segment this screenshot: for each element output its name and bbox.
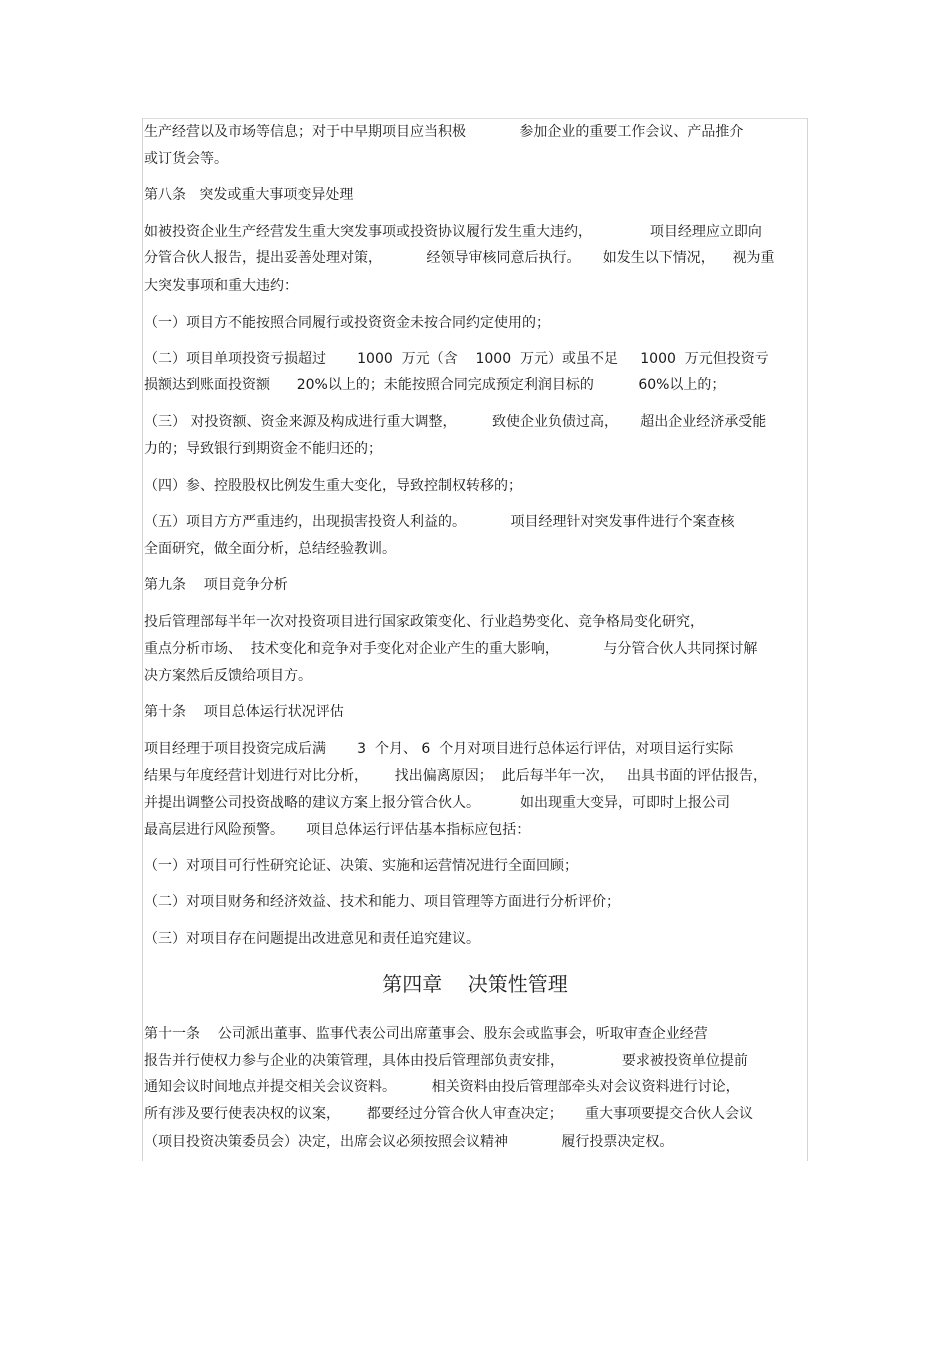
list-item: （四）参、控股股权比例发生重大变化，导致控制权转移的； [144,478,522,494]
list-item: （五）项目方方严重违约，出现损害投资人利益的。 项目经理针对突发事件进行个案查核 [144,514,735,530]
paragraph-line: 决方案然后反馈给项目方。 [144,668,312,684]
paragraph-line: 所有涉及要行使表决权的议案， 都要经过分管合伙人审查决定； 重大事项要提交合伙人会议 [144,1106,753,1122]
list-item: （二）对项目财务和经济效益、技术和能力、项目管理等方面进行分析评价； [144,894,620,910]
list-item: 损额达到账面投资额 20%以上的；未能按照合同完成预定利润目标的 60%以上的； [144,377,726,393]
paragraph-line: 项目经理于项目投资完成后满 3 个月、 6 个月对项目进行总体运行评估，对项目运行实际 [144,741,734,757]
list-item: （三）对项目存在问题提出改进意见和责任追究建议。 [144,931,480,947]
paragraph-line: 生产经营以及市场等信息；对于中早期项目应当积极 参加企业的重要工作会议、产品推介 [144,124,744,140]
list-item: （三） 对投资额、资金来源及构成进行重大调整， 致使企业负债过高， 超出企业经济承受能 [144,414,767,430]
list-item: （一）对项目可行性研究论证、决策、实施和运营情况进行全面回顾； [144,858,578,874]
paragraph-line: 结果与年度经营计划进行对比分析， 找出偏离原因； 此后每半年一次， 出具书面的评估报告， [144,768,767,784]
list-item: 力的；导致银行到期资金不能归还的； [144,441,382,457]
article-heading: 第九条 项目竞争分析 [144,577,288,593]
list-item: 全面研究，做全面分析，总结经验教训。 [144,541,396,557]
chapter-heading: 第四章 决策性管理 [382,972,568,996]
paragraph-line: （项目投资决策委员会）决定，出席会议必须按照会议精神 履行投票决定权。 [144,1134,674,1150]
list-item: （二）项目单项投资亏损超过 1000 万元（含 1000 万元）或虽不足 1000 万元但投资亏 [144,351,769,367]
paragraph-line: 或订货会等。 [144,151,228,167]
paragraph-line: 投后管理部每半年一次对投资项目进行国家政策变化、行业趋势变化、竞争格局变化研究， [144,614,704,630]
paragraph-line: 最高层进行风险预警。 项目总体运行评估基本指标应包括： [144,822,531,838]
paragraph-line: 重点分析市场、 技术变化和竞争对手变化对企业产生的重大影响， 与分管合伙人共同探讨解 [144,641,758,657]
list-item: （一）项目方不能按照合同履行或投资资金未按合同约定使用的； [144,315,550,331]
article-heading: 第十条 项目总体运行状况评估 [144,704,344,720]
paragraph-line: 大突发事项和重大违约： [144,278,298,294]
paragraph-line: 通知会议时间地点并提交相关会议资料。 相关资料由投后管理部牵头对会议资料进行讨论， [144,1079,740,1095]
paragraph-line: 第十一条 公司派出董事、监事代表公司出席董事会、股东会或监事会，听取审查企业经营 [144,1026,708,1042]
paragraph-line: 并提出调整公司投资战略的建议方案上报分管合伙人。 如出现重大变异，可即时上报公司 [144,795,731,811]
paragraph-line: 如被投资企业生产经营发生重大突发事项或投资协议履行发生重大违约， 项目经理应立即向 [144,224,762,240]
paragraph-line: 报告并行使权力参与企业的决策管理，具体由投后管理部负责安排， 要求被投资单位提前 [144,1053,748,1069]
article-heading: 第八条 突发或重大事项变异处理 [144,187,354,203]
paragraph-line: 分管合伙人报告，提出妥善处理对策， 经领导审核同意后执行。 如发生以下情况， 视为重 [144,250,775,266]
